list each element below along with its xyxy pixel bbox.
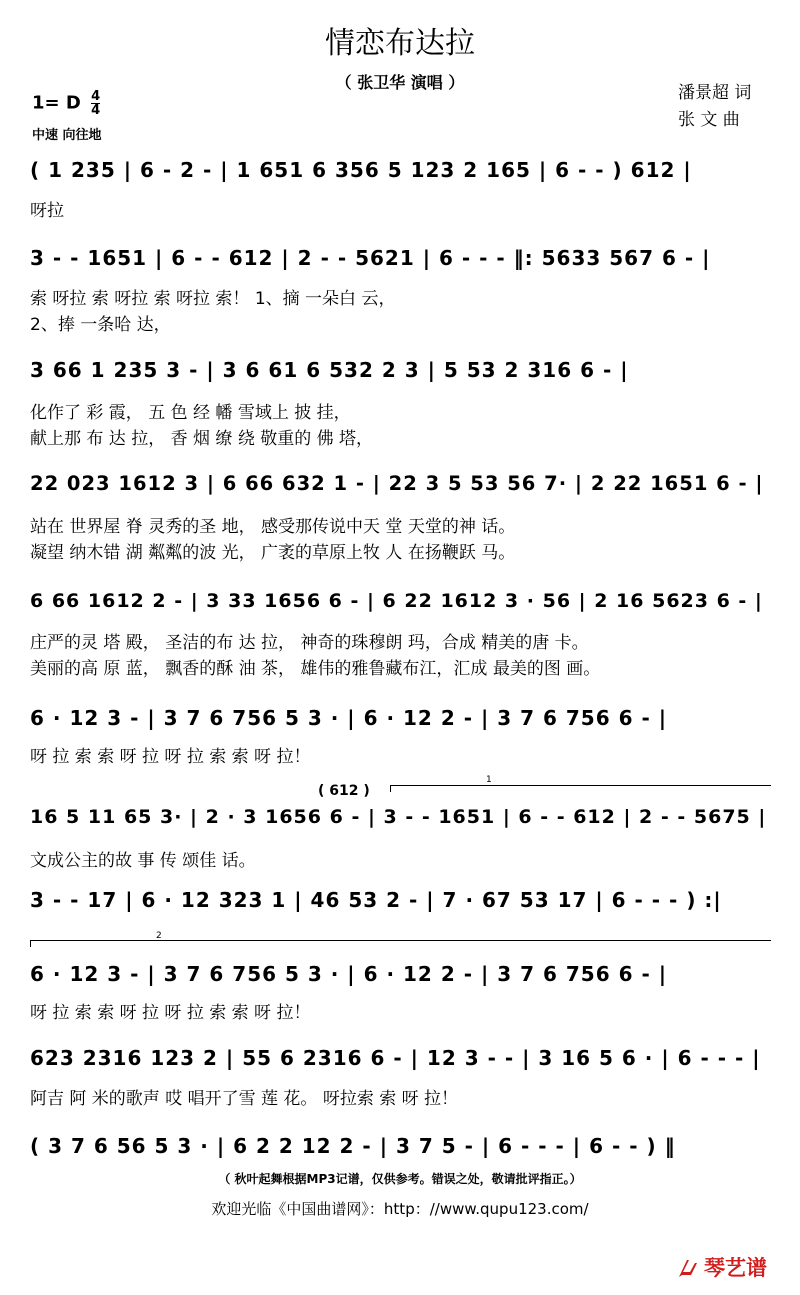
singer-line: （ 张卫华 演唱 ） bbox=[335, 73, 465, 92]
notation-row-7: 16 5 11 65 3· | 2 · 3 1656 6 - | 3 - - 1651 | 6 - - 612 | 2 - - 5675 | bbox=[30, 806, 767, 828]
lyricist: 潘景超 词 bbox=[678, 83, 752, 103]
lyric-row-4b: 凝望 纳木错 湖 粼粼的波 光， 广袤的草原上牧 人 在扬鞭跃 马。 bbox=[30, 543, 516, 563]
time-signature-numerator: 4 bbox=[91, 89, 101, 104]
volta-1-number: 1 bbox=[486, 775, 492, 785]
lyric-row-3b: 献上那 布 达 拉， 香 烟 缭 绕 敬重的 佛 塔， bbox=[30, 429, 374, 449]
notation-row-5: 6 66 1612 2 - | 3 33 1656 6 - | 6 22 1612 3 · 56 | 2 16 5623 6 - | bbox=[30, 590, 763, 612]
site-logo bbox=[676, 1252, 767, 1282]
notation-row-1: ( 1 235 | 6 - 2 - | 1 651 6 356 5 123 2 165 | 6 - - ) 612 | bbox=[30, 158, 692, 182]
lyric-row-10: 阿吉 阿 米的歌声 哎 唱开了雪 莲 花。 呀拉索 索 呀 拉！ bbox=[30, 1089, 459, 1109]
lyric-row-6: 呀 拉 索 索 呀 拉 呀 拉 索 索 呀 拉！ bbox=[30, 747, 311, 767]
volta-1-bracket bbox=[390, 785, 771, 792]
notation-row-4: 22 023 1612 3 | 6 66 632 1 - | 22 3 5 53 56 7· | 2 22 1651 6 - | bbox=[30, 472, 764, 495]
key-signature bbox=[32, 90, 100, 117]
time-signature-denominator: 4 bbox=[91, 103, 101, 118]
song-title: 情恋布达拉 bbox=[325, 26, 475, 61]
notation-row-8: 3 - - 17 | 6 · 12 323 1 | 46 53 2 - | 7 · 67 53 17 | 6 - - - ) :| bbox=[30, 888, 722, 912]
lyric-row-5a: 庄严的灵 塔 殿， 圣洁的布 达 拉， 神奇的珠穆朗 玛，合成 精美的唐 卡。 bbox=[30, 633, 589, 653]
volta-2-number: 2 bbox=[156, 931, 162, 941]
lyric-row-5b: 美丽的高 原 蓝， 飘香的酥 油 茶， 雄伟的雅鲁藏布江，汇成 最美的图 画。 bbox=[30, 659, 601, 679]
key-label: 1= D bbox=[32, 92, 81, 114]
notation-row-11: ( 3 7 6 56 5 3 · | 6 2 2 12 2 - | 3 7 5 - | 6 - - - | 6 - - ) ‖ bbox=[30, 1134, 676, 1158]
pickup-notes: ( 612 ) bbox=[318, 783, 370, 799]
notation-row-10: 623 2316 123 2 | 55 6 2316 6 - | 12 3 - - | 3 16 5 6 · | 6 - - - | bbox=[30, 1046, 761, 1070]
lyric-row-2b: 2、捧 一条哈 达， bbox=[30, 315, 171, 335]
logo-text: 琴艺谱 bbox=[704, 1256, 767, 1280]
lyric-row-3a: 化作了 彩 霞， 五 色 经 幡 雪域上 披 挂， bbox=[30, 403, 351, 423]
lyric-row-4a: 站在 世界屋 脊 灵秀的圣 地， 感受那传说中天 堂 天堂的神 话。 bbox=[30, 517, 516, 537]
logo-icon bbox=[676, 1257, 700, 1279]
notation-row-3: 3 66 1 235 3 - | 3 6 61 6 532 2 3 | 5 53 2 316 6 - | bbox=[30, 358, 629, 382]
credits bbox=[678, 80, 751, 134]
time-signature bbox=[91, 90, 100, 117]
notation-row-9: 6 · 12 3 - | 3 7 6 756 5 3 · | 6 · 12 2 - | 3 7 6 756 6 - | bbox=[30, 962, 668, 986]
tempo-marking: 中速 向往地 bbox=[32, 128, 102, 143]
lyric-row-1: 呀拉 bbox=[30, 201, 64, 221]
volta-2-bracket bbox=[30, 940, 771, 947]
lyric-row-7: 文成公主的故 事 传 颂佳 话。 bbox=[30, 851, 256, 871]
composer: 张 文 曲 bbox=[678, 110, 740, 130]
lyric-row-9: 呀 拉 索 索 呀 拉 呀 拉 索 索 呀 拉！ bbox=[30, 1003, 311, 1023]
transcriber-note: （ 秋叶起舞根据MP3记谱，仅供参考。错误之处，敬请批评指正。） bbox=[218, 1172, 582, 1186]
notation-row-2: 3 - - 1651 | 6 - - 612 | 2 - - 5621 | 6 - - - ‖: 5633 567 6 - | bbox=[30, 246, 711, 270]
site-link[interactable]: 欢迎光临《中国曲谱网》：http：//www.qupu123.com/ bbox=[211, 1200, 589, 1218]
notation-row-6: 6 · 12 3 - | 3 7 6 756 5 3 · | 6 · 12 2 - | 3 7 6 756 6 - | bbox=[30, 706, 668, 730]
lyric-row-2a: 索 呀拉 索 呀拉 索 呀拉 索！ 1、摘 一朵白 云， bbox=[30, 289, 396, 309]
